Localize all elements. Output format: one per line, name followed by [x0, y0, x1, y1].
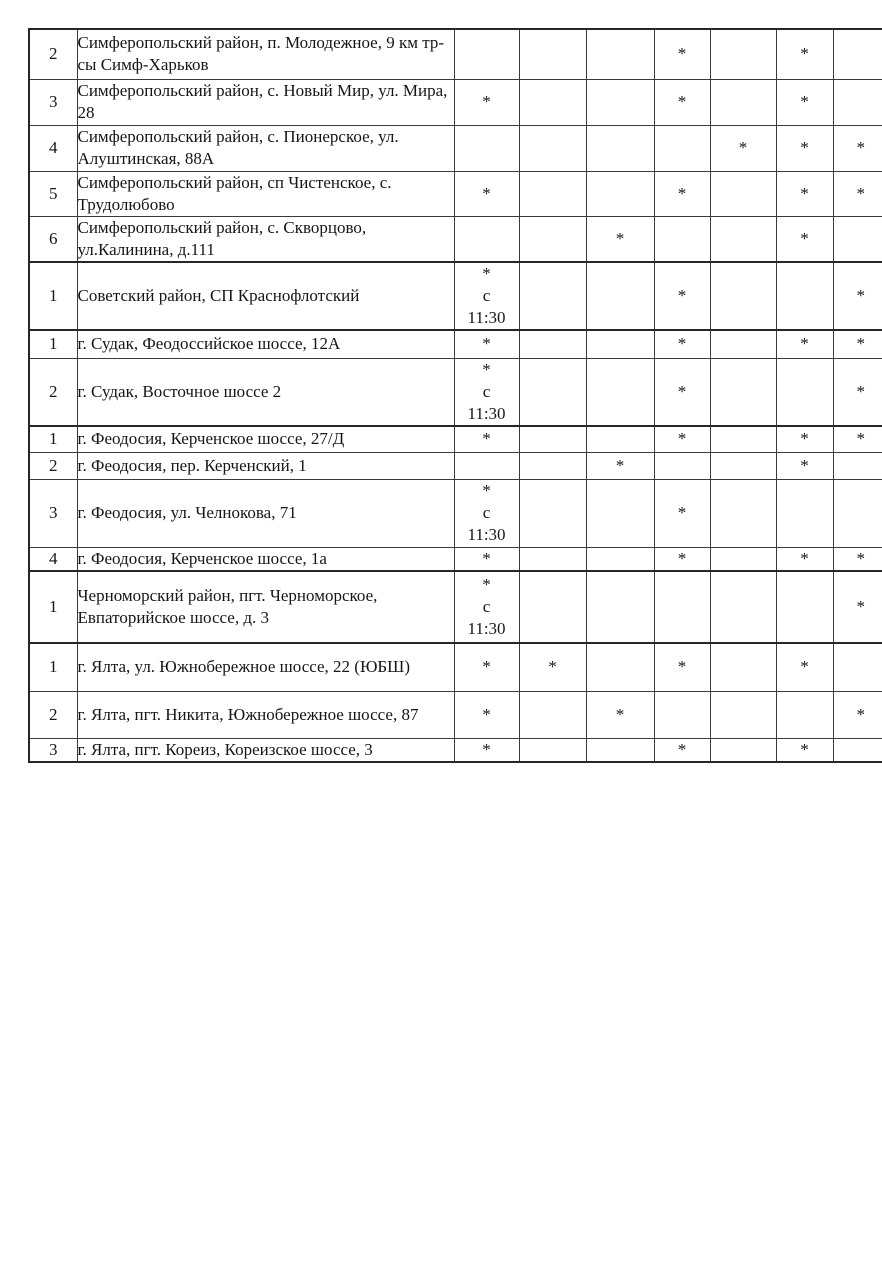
time-mark-cell — [454, 262, 519, 330]
time-mark-line: * — [482, 575, 491, 594]
row-number-cell: 2 — [29, 691, 77, 738]
empty-cell — [710, 452, 776, 479]
empty-cell — [833, 79, 882, 125]
address-cell: г. Судак, Феодоссийское шоссе, 12А — [77, 330, 454, 358]
time-mark-cell — [454, 479, 519, 547]
empty-cell — [654, 691, 710, 738]
mark-cell: * — [776, 738, 833, 762]
mark-cell: * — [586, 452, 654, 479]
address-cell: г. Феодосия, Керченское шоссе, 27/Д — [77, 426, 454, 452]
empty-cell — [586, 262, 654, 330]
mark-cell: * — [454, 171, 519, 216]
row-number-cell: 4 — [29, 125, 77, 171]
empty-cell — [654, 571, 710, 643]
empty-cell — [710, 738, 776, 762]
mark-cell: * — [710, 125, 776, 171]
empty-cell — [776, 479, 833, 547]
empty-cell — [454, 452, 519, 479]
empty-cell — [519, 479, 586, 547]
empty-cell — [654, 125, 710, 171]
time-mark-line: с — [482, 286, 491, 305]
empty-cell — [519, 216, 586, 262]
mark-cell: * — [776, 452, 833, 479]
empty-cell — [776, 571, 833, 643]
row-number-cell: 3 — [29, 738, 77, 762]
row-number-cell: 5 — [29, 171, 77, 216]
empty-cell — [710, 547, 776, 571]
mark-cell: * — [654, 426, 710, 452]
time-mark-line: 11:30 — [467, 308, 506, 327]
table-row — [29, 738, 882, 762]
address-cell: Симферопольский район, с. Скворцово, ул.Калинина, д.111 — [77, 216, 454, 262]
mark-cell: * — [454, 79, 519, 125]
empty-cell — [710, 571, 776, 643]
row-number-cell: 2 — [29, 452, 77, 479]
table-body — [29, 29, 882, 762]
table-row — [29, 125, 882, 171]
address-cell: г. Ялта, пгт. Никита, Южнобережное шоссе, 87 — [77, 691, 454, 738]
table-row — [29, 262, 882, 330]
mark-cell: * — [654, 330, 710, 358]
row-number-cell: 1 — [29, 643, 77, 691]
address-cell: г. Судак, Восточное шоссе 2 — [77, 358, 454, 426]
row-number-cell: 1 — [29, 330, 77, 358]
mark-cell: * — [776, 330, 833, 358]
time-mark-line: * — [482, 359, 491, 379]
table-row — [29, 571, 882, 643]
empty-cell — [833, 479, 882, 547]
mark-cell: * — [833, 547, 882, 571]
row-number-cell: 3 — [29, 79, 77, 125]
empty-cell — [586, 571, 654, 643]
empty-cell — [833, 216, 882, 262]
mark-cell: * — [654, 547, 710, 571]
address-cell: г. Ялта, ул. Южнобережное шоссе, 22 (ЮБШ) — [77, 643, 454, 691]
mark-cell: * — [454, 426, 519, 452]
empty-cell — [586, 79, 654, 125]
mark-cell: * — [654, 479, 710, 547]
mark-cell: * — [454, 330, 519, 358]
time-mark-line: 11:30 — [467, 525, 506, 544]
table-row — [29, 479, 882, 547]
mark-cell: * — [833, 171, 882, 216]
empty-cell — [519, 452, 586, 479]
table-row — [29, 643, 882, 691]
row-number-cell: 1 — [29, 426, 77, 452]
table-row — [29, 330, 882, 358]
table-viewport — [28, 28, 882, 763]
mark-cell: * — [776, 125, 833, 171]
empty-cell — [519, 262, 586, 330]
empty-cell — [519, 125, 586, 171]
address-cell: г. Феодосия, Керченское шоссе, 1а — [77, 547, 454, 571]
mark-cell: * — [833, 426, 882, 452]
table-row — [29, 547, 882, 571]
empty-cell — [519, 171, 586, 216]
row-number-cell: 2 — [29, 358, 77, 426]
row-number-cell: 4 — [29, 547, 77, 571]
empty-cell — [519, 547, 586, 571]
empty-cell — [710, 479, 776, 547]
mark-cell: * — [586, 216, 654, 262]
empty-cell — [519, 79, 586, 125]
empty-cell — [776, 358, 833, 426]
mark-cell: * — [454, 738, 519, 762]
mark-cell: * — [654, 79, 710, 125]
row-number-cell: 1 — [29, 571, 77, 643]
mark-cell: * — [654, 738, 710, 762]
address-cell: г. Ялта, пгт. Кореиз, Кореизское шоссе, 3 — [77, 738, 454, 762]
empty-cell — [710, 79, 776, 125]
empty-cell — [710, 426, 776, 452]
mark-cell: * — [833, 330, 882, 358]
table-row — [29, 79, 882, 125]
address-cell: Симферопольский район, сп Чистенское, с. Трудолюбово — [77, 171, 454, 216]
empty-cell — [710, 691, 776, 738]
mark-cell: * — [833, 571, 882, 643]
mark-cell: * — [454, 547, 519, 571]
empty-cell — [454, 125, 519, 171]
mark-cell: * — [833, 691, 882, 738]
empty-cell — [519, 330, 586, 358]
empty-cell — [519, 29, 586, 79]
table-row — [29, 171, 882, 216]
empty-cell — [519, 691, 586, 738]
empty-cell — [454, 29, 519, 79]
empty-cell — [519, 358, 586, 426]
mark-cell: * — [654, 29, 710, 79]
address-cell: Симферопольский район, с. Пионерское, ул. Алуштинская, 88А — [77, 125, 454, 171]
empty-cell — [586, 643, 654, 691]
time-mark-line: с — [482, 381, 491, 401]
table-row — [29, 426, 882, 452]
empty-cell — [519, 571, 586, 643]
mark-cell: * — [776, 547, 833, 571]
address-cell: Симферопольский район, с. Новый Мир, ул. Мира, 28 — [77, 79, 454, 125]
empty-cell — [586, 171, 654, 216]
address-cell: Симферопольский район, п. Молодежное, 9 км тр-сы Симф-Харьков — [77, 29, 454, 79]
mark-cell: * — [654, 358, 710, 426]
address-cell: г. Феодосия, пер. Керченский, 1 — [77, 452, 454, 479]
time-mark-line: с — [482, 503, 491, 522]
empty-cell — [710, 29, 776, 79]
mark-cell: * — [833, 358, 882, 426]
empty-cell — [710, 171, 776, 216]
empty-cell — [586, 426, 654, 452]
empty-cell — [776, 691, 833, 738]
empty-cell — [586, 125, 654, 171]
mark-cell: * — [776, 79, 833, 125]
mark-cell: * — [776, 29, 833, 79]
empty-cell — [833, 738, 882, 762]
time-mark-cell — [454, 571, 519, 643]
time-mark-line: 11:30 — [467, 619, 506, 638]
empty-cell — [710, 330, 776, 358]
table-row — [29, 216, 882, 262]
mark-cell: * — [454, 691, 519, 738]
empty-cell — [586, 29, 654, 79]
locations-table — [28, 28, 882, 763]
mark-cell: * — [586, 691, 654, 738]
time-mark-cell — [454, 358, 519, 426]
table-row — [29, 29, 882, 79]
time-mark-line: 11:30 — [467, 403, 506, 423]
table-row — [29, 358, 882, 426]
time-mark-line: * — [482, 481, 491, 500]
mark-cell: * — [833, 125, 882, 171]
address-cell: Советский район, СП Краснофлотский — [77, 262, 454, 330]
mark-cell: * — [654, 171, 710, 216]
empty-cell — [586, 738, 654, 762]
empty-cell — [710, 262, 776, 330]
empty-cell — [586, 358, 654, 426]
row-number-cell: 2 — [29, 29, 77, 79]
mark-cell: * — [519, 643, 586, 691]
empty-cell — [519, 426, 586, 452]
mark-cell: * — [776, 426, 833, 452]
time-mark-line: * — [482, 264, 491, 283]
address-cell: Черноморский район, пгт. Черноморское, Евпаторийское шоссе, д. 3 — [77, 571, 454, 643]
empty-cell — [710, 216, 776, 262]
mark-cell: * — [776, 643, 833, 691]
row-number-cell: 6 — [29, 216, 77, 262]
row-number-cell: 3 — [29, 479, 77, 547]
table-row — [29, 691, 882, 738]
mark-cell: * — [654, 643, 710, 691]
empty-cell — [833, 452, 882, 479]
mark-cell: * — [776, 171, 833, 216]
empty-cell — [833, 29, 882, 79]
time-mark-line: с — [482, 597, 491, 616]
empty-cell — [586, 547, 654, 571]
empty-cell — [710, 643, 776, 691]
mark-cell: * — [454, 643, 519, 691]
empty-cell — [776, 262, 833, 330]
empty-cell — [833, 643, 882, 691]
mark-cell: * — [776, 216, 833, 262]
empty-cell — [519, 738, 586, 762]
empty-cell — [654, 216, 710, 262]
empty-cell — [454, 216, 519, 262]
empty-cell — [586, 330, 654, 358]
row-number-cell: 1 — [29, 262, 77, 330]
mark-cell: * — [654, 262, 710, 330]
empty-cell — [654, 452, 710, 479]
empty-cell — [710, 358, 776, 426]
address-cell: г. Феодосия, ул. Челнокова, 71 — [77, 479, 454, 547]
table-row — [29, 452, 882, 479]
empty-cell — [586, 479, 654, 547]
mark-cell: * — [833, 262, 882, 330]
